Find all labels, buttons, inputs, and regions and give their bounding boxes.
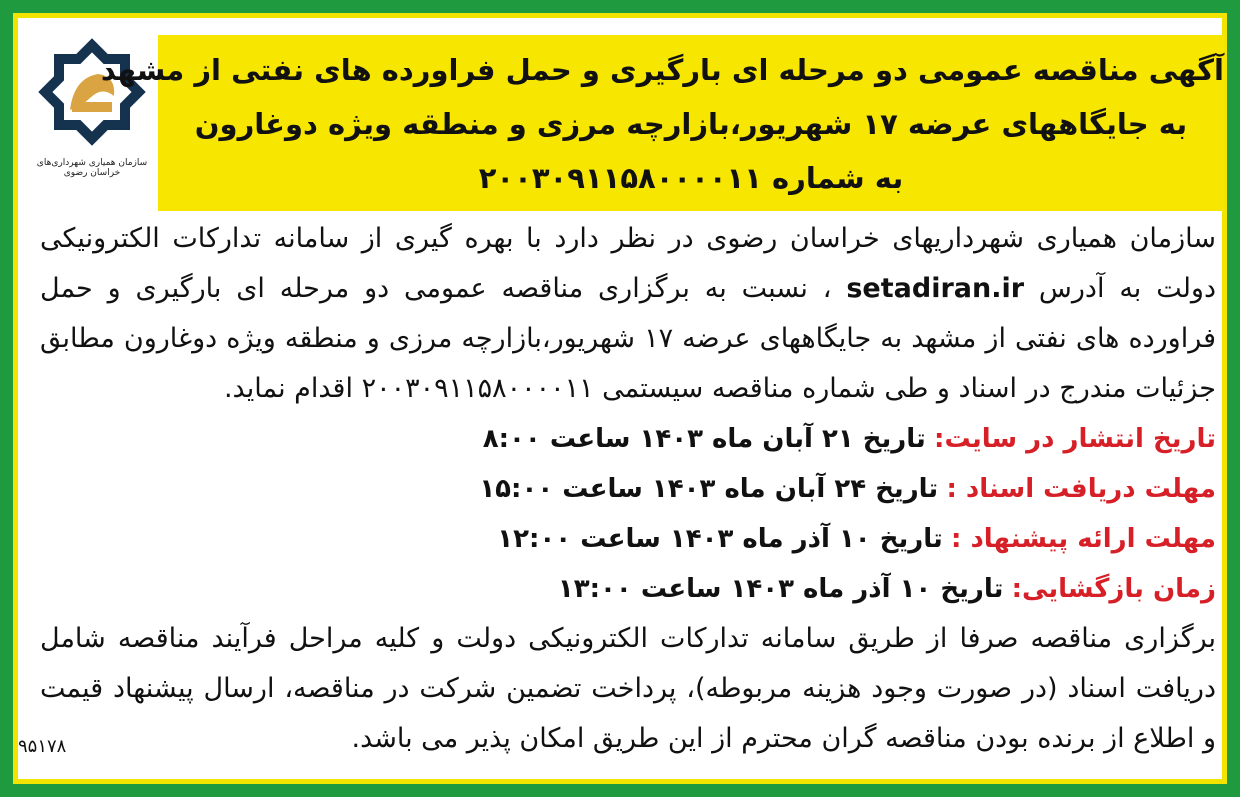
schedule-value: تاریخ ۲۱ آبان ماه ۱۴۰۳ ساعت ۸:۰۰ [482,424,926,454]
intro-paragraph [40,214,1216,414]
schedule-row-documents [40,464,1216,514]
schedule-label: تاریخ انتشار در سایت: [934,424,1216,454]
closing-paragraph: برگزاری مناقصه صرفا از طریق سامانه تدارکات الکترونیکی دولت و کلیه مراحل فرآیند مناقصه شامل دریافت اسناد (در صورت وجود هزینه مربوطه)، پرداخت تضمین شرکت در مناقصه، ارسال پیشنهاد قیمت و اطلاع از برنده بودن مناقصه گران محترم از این طریق امکان پذیر می باشد. [40,623,1216,754]
schedule-row-proposal [40,514,1216,564]
schedule-row-publish [40,414,1216,464]
title-band [100,35,1224,211]
intro-text-part2: ، نسبت به برگزاری مناقصه عمومی دو مرحله ای بارگیری و حمل فراورده های نفتی از مشهد به جایگاههای عرضه ۱۷ شهریور،بازارچه مرزی و منطقه ویژه دوغارون مطابق جزئیات مندرج در اسناد و طی شماره مناقصه سیستمی ۲۰۰۳۰۹۱۱۵۸۰۰۰۰۱۱ اقدام نماید. [40,273,1216,404]
schedule-label: زمان بازگشایی: [1011,574,1216,604]
schedule-label: مهلت دریافت اسناد : [946,474,1216,504]
announcement-body [40,214,1216,764]
title-line-3: به شماره ۲۰۰۳۰۹۱۱۵۸۰۰۰۰۱۱ [478,161,904,195]
logo-caption: سازمان همیاری شهرداری‌های خراسان رضوی [36,158,148,178]
schedule-value: تاریخ ۱۰ آذر ماه ۱۴۰۳ ساعت ۱۲:۰۰ [497,524,943,554]
intro-text-part1: سازمان همیاری شهرداریهای خراسان رضوی در نظر دارد با بهره گیری از سامانه تدارکات الکترونیکی دولت به آدرس [40,223,1216,304]
title-line-2: به جایگاههای عرضه ۱۷ شهریور،بازارچه مرزی و منطقه ویژه دوغارون [194,107,1188,141]
schedule-row-opening [40,564,1216,614]
website-link[interactable]: setadiran.ir [846,273,1025,304]
ad-code: ۹۵۱۷۸ [18,736,67,757]
schedule-value: تاریخ ۲۴ آبان ماه ۱۴۰۳ ساعت ۱۵:۰۰ [479,474,939,504]
title-line-1: آگهی مناقصه عمومی دو مرحله ای بارگیری و حمل فراورده های نفتی از مشهد [100,53,1224,87]
schedule-value: تاریخ ۱۰ آذر ماه ۱۴۰۳ ساعت ۱۳:۰۰ [557,574,1004,604]
schedule-label: مهلت ارائه پیشنهاد : [951,524,1216,554]
